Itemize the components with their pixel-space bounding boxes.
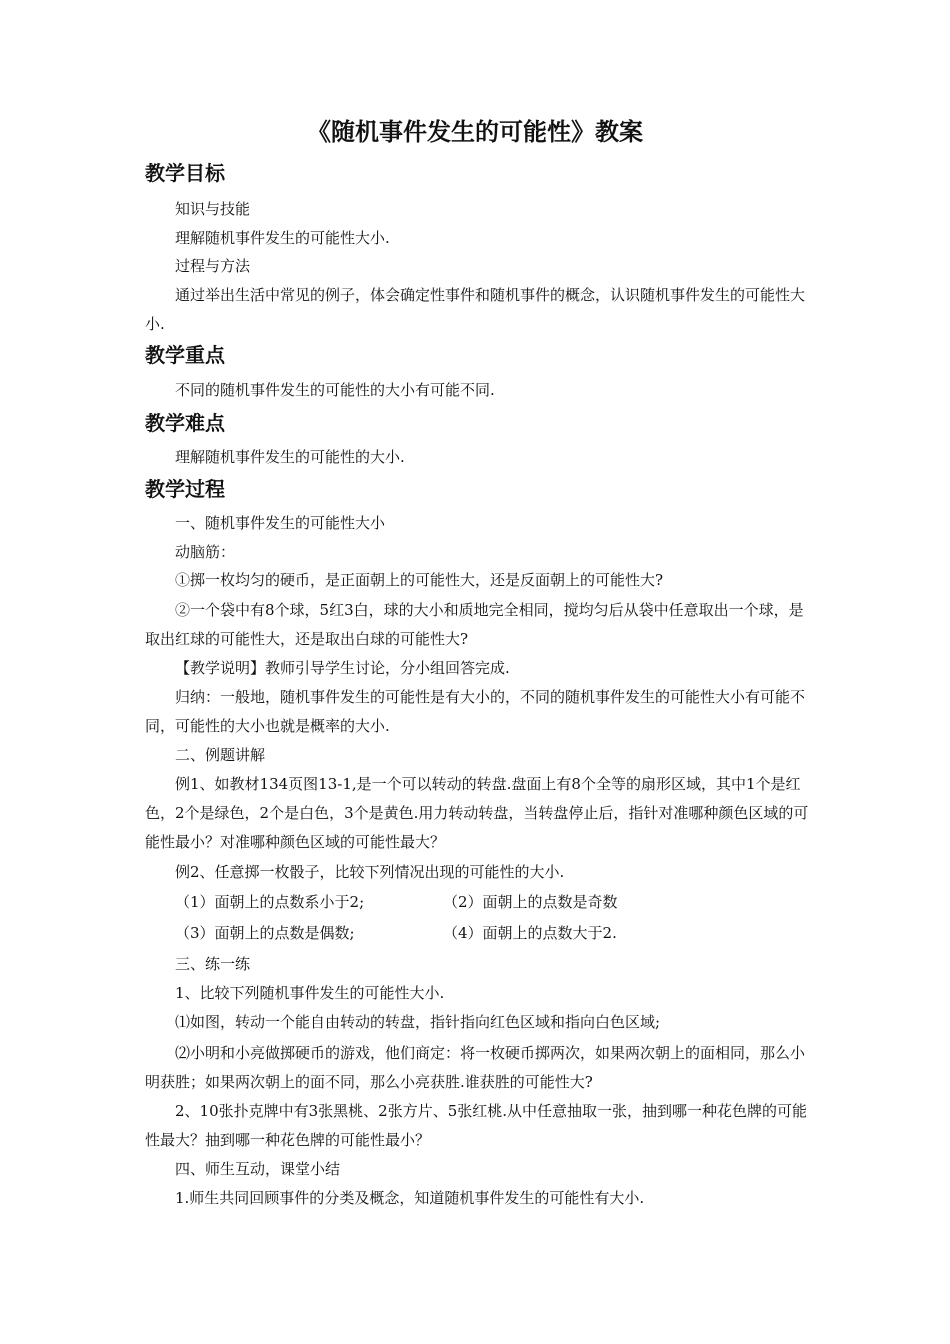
- paragraph: 动脑筋：: [175, 543, 236, 561]
- paragraph: ⑵小明和小亮做掷硬币的游戏，他们商定：将一枚硬币掷两次，如果两次朝上的面相同，那么小明获胜；如果两次朝上的面不同，那么小亮获胜.谁获胜的可能性大?: [145, 1044, 806, 1091]
- option-item: （3）面朝上的点数是偶数;: [175, 924, 355, 942]
- paragraph: 不同的随机事件发生的可能性的大小有可能不同.: [175, 381, 495, 399]
- paragraph: 例2、任意掷一枚骰子，比较下列情况出现的可能性的大小.: [175, 863, 565, 881]
- heading-keypoint: 教学重点: [145, 343, 225, 367]
- paragraph: ⑴如图，转动一个能自由转动的转盘，指针指向红色区域和指向白色区域;: [175, 1013, 661, 1031]
- option-row: [175, 919, 617, 948]
- heading-difficulty: 教学难点: [145, 411, 225, 435]
- paragraph: ②一个袋中有8个球，5红3白，球的大小和质地完全相同，搅均匀后从袋中任意取出一个球，是取出红球的可能性大，还是取出白球的可能性大?: [145, 601, 804, 648]
- paragraph: 例1、如教材134页图13-1,是一个可以转动的转盘.盘面上有8个全等的扇形区域，其中1个是红色，2个是绿色，2个是白色，3个是黄色.用力转动转盘，当转盘停止后，指针对准哪种颜色区域的可能性最小？对准哪种颜色区域的可能性最大？: [145, 775, 809, 851]
- option-item: （4）面朝上的点数大于2.: [443, 924, 617, 942]
- paragraph: 过程与方法: [175, 257, 251, 275]
- paragraph: ①掷一枚均匀的硬币，是正面朝上的可能性大，还是反面朝上的可能性大?: [175, 571, 664, 589]
- heading-objectives: 教学目标: [145, 161, 225, 185]
- paragraph: 理解随机事件发生的可能性大小.: [175, 229, 390, 247]
- paragraph: 1、比较下列随机事件发生的可能性大小.: [175, 984, 445, 1002]
- paragraph: 【教学说明】教师引导学生讨论，分小组回答完成.: [175, 659, 510, 677]
- paragraph: 一、随机事件发生的可能性大小: [175, 514, 386, 532]
- paragraph: 二、例题讲解: [175, 746, 266, 764]
- paragraph: 理解随机事件发生的可能性的大小.: [175, 448, 405, 466]
- paragraph: 1.师生共同回顾事件的分类及概念，知道随机事件发生的可能性有大小.: [175, 1189, 645, 1207]
- option-item: （2）面朝上的点数是奇数: [443, 893, 618, 911]
- paragraph: 四、师生互动，课堂小结: [175, 1160, 341, 1178]
- option-row: [175, 888, 618, 917]
- option-item: （1）面朝上的点数系小于2;: [175, 893, 365, 911]
- paragraph: 三、练一练: [175, 955, 251, 973]
- heading-process: 教学过程: [145, 477, 225, 501]
- paragraph: 知识与技能: [175, 200, 251, 218]
- paragraph: 2、10张扑克牌中有3张黑桃、2张方片、5张红桃.从中任意抽取一张，抽到哪一种花色牌的可能性最大？抽到哪一种花色牌的可能性最小？: [145, 1102, 808, 1149]
- paragraph: 归纳：一般地，随机事件发生的可能性是有大小的，不同的随机事件发生的可能性大小有可能不同，可能性的大小也就是概率的大小.: [145, 688, 806, 735]
- paragraph: 通过举出生活中常见的例子，体会确定性事件和随机事件的概念，认识随机事件发生的可能性大小.: [145, 286, 806, 333]
- document-title: 《随机事件发生的可能性》教案: [307, 118, 643, 146]
